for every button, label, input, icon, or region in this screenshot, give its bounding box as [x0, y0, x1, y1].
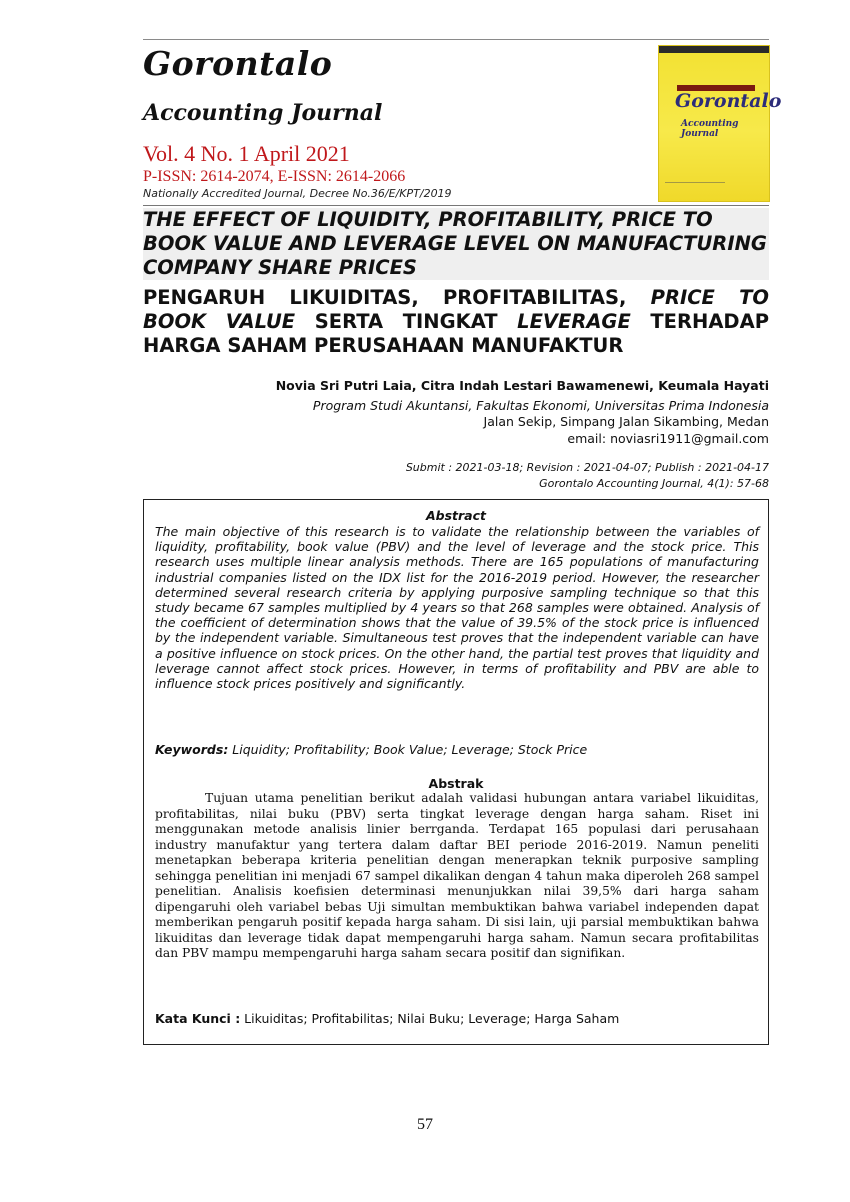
- abstract-heading: Abstract: [425, 508, 487, 523]
- title-id-part-1: PENGARUH LIKUIDITAS, PROFITABILITAS,: [143, 286, 651, 309]
- title-indonesian: [143, 286, 769, 358]
- submission-history: Submit : 2021-03-18; Revision : 2021-04-07; Publish : 2021-04-17: [405, 461, 769, 474]
- cover-title: Gorontalo: [675, 90, 782, 112]
- title-id-part-5: TERHADAP HARGA SAHAM PERUSAHAAN MANUFAKTUR: [143, 310, 769, 357]
- author-address: Jalan Sekip, Simpang Jalan Sikambing, Medan: [483, 414, 769, 429]
- cover-publisher-lines: [665, 182, 725, 197]
- author-email[interactable]: email: noviasri1911@gmail.com: [567, 431, 769, 446]
- kata-kunci-label: Kata Kunci :: [155, 1011, 241, 1026]
- abstract-text: The main objective of this research is to validate the relationship between the variables of liquidity, profitability, book value (PBV) and the level of leverage and the stock price. This research uses multiple linear analysis methods. There are 165 populations of manufacturing industrial companies listed on the IDX list for the 2016-2019 period. However, the researcher determined several research criteria by applying purposive sampling technique so that this study became 67 samples multiplied by 4 years so that 268 samples were obtained. Analysis of the coefficient of determination shows that the value of 39.5% of the stock price is influenced by the independent variable. Simultaneous test proves that the independent variable can have a positive influence on stock prices. On the other hand, the partial test proves that liquidity and leverage cannot affect stock prices. However, in terms of profitability and PBV are able to influence stock prices positively and significantly.: [155, 524, 759, 692]
- title-id-part-4: LEVERAGE: [517, 310, 631, 333]
- kata-kunci-list: Likuiditas; Profitabilitas; Nilai Buku; Leverage; Harga Saham: [240, 1011, 620, 1026]
- journal-volume: Vol. 4 No. 1 April 2021: [143, 141, 350, 166]
- keywords: [155, 742, 759, 757]
- journal-name-line1: Gorontalo: [143, 44, 333, 83]
- abstract-box: [143, 499, 769, 1045]
- abstrak-text: Tujuan utama penelitian berikut adalah validasi hubungan antara variabel likuiditas, profitabilitas, nilai buku (PBV) serta tingkat leverage dengan harga saham. Riset ini menggunakan metode analisis linier berrganda. Terdapat 165 populasi dari perusahaan industry manufaktur yang tertera dalam daftar BEI periode 2016-2019. Namun peneliti menetapkan beberapa kriteria penelitian dengan menerapkan teknik purposive sampling sehingga penelitian ini menjadi 67 sampel dikalikan dengan 4 tahun maka diperoleh 268 sampel penelitian. Analisis koefisien determinasi menunjukkan nilai 39,5% dari harga saham dipengaruhi oleh variabel bebas Uji simultan membuktikan bahwa variabel independen dapat memberikan pengaruh positif kepada harga saham. Di sisi lain, uji parsial membuktikan bahwa likuiditas dan leverage tidak dapat mempengaruhi harga saham. Namun secara profitabilitas dan PBV mampu mempengaruhi harga saham secara positif dan signifikan.: [155, 791, 759, 960]
- page-number: 57: [417, 1116, 433, 1133]
- journal-issn: P-ISSN: 2614-2074, E-ISSN: 2614-2066: [143, 168, 406, 185]
- title-english: THE EFFECT OF LIQUIDITY, PROFITABILITY, PRICE TO BOOK VALUE AND LEVERAGE LEVEL ON MANUFACTURING COMPANY SHARE PRICES: [143, 208, 769, 280]
- journal-name-line2: Accounting Journal: [143, 100, 383, 126]
- cover-subtitle: Accounting Journal: [681, 119, 739, 139]
- cover-top-strip: [659, 46, 769, 53]
- title-id-part-2: PRICE TO BOOK VALUE: [143, 286, 769, 333]
- header-rule: [143, 205, 769, 206]
- journal-accreditation: Nationally Accredited Journal, Decree No.36/E/KPT/2019: [143, 187, 452, 200]
- keywords-label: Keywords:: [155, 742, 229, 757]
- top-rule: [143, 39, 769, 40]
- abstrak-heading: Abstrak: [428, 776, 484, 791]
- citation: Gorontalo Accounting Journal, 4(1): 57-68: [539, 477, 769, 490]
- kata-kunci: [155, 1011, 759, 1026]
- author-names: Novia Sri Putri Laia, Citra Indah Lestari Bawamenewi, Keumala Hayati: [275, 378, 769, 393]
- keywords-list: Liquidity; Profitability; Book Value; Leverage; Stock Price: [228, 742, 588, 757]
- author-affiliation: Program Studi Akuntansi, Fakultas Ekonomi, Universitas Prima Indonesia: [312, 398, 769, 413]
- title-id-part-3: SERTA TINGKAT: [295, 310, 518, 333]
- journal-cover-image: [658, 45, 782, 202]
